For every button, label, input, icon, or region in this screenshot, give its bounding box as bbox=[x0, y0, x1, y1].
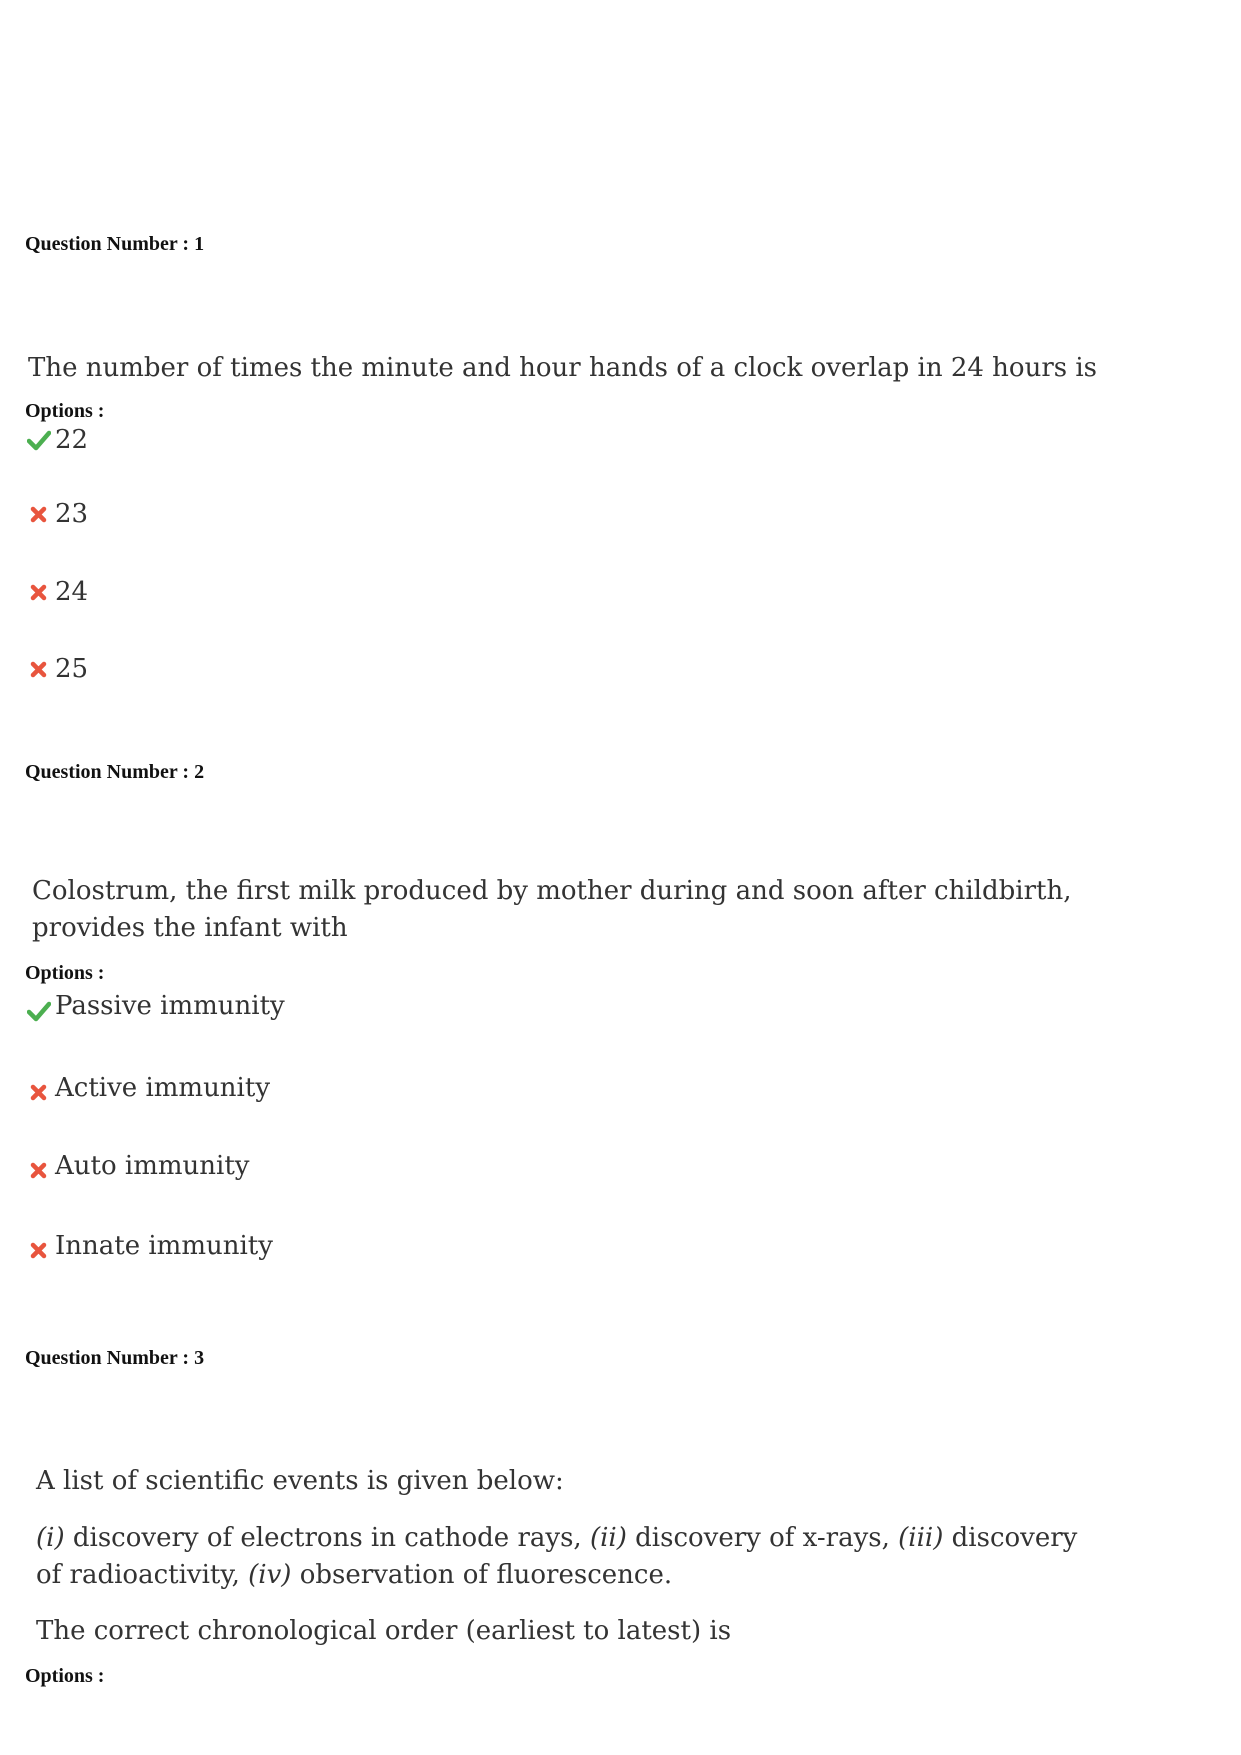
question-2-option-1 bbox=[27, 990, 285, 1022]
question-2-option-3 bbox=[27, 1151, 249, 1181]
question-2-option-2 bbox=[27, 1073, 270, 1103]
question-3-intro: A list of scientific events is given below: bbox=[36, 1466, 564, 1496]
option-text: Innate immunity bbox=[55, 1231, 273, 1261]
question-1-option-1 bbox=[27, 425, 88, 455]
roman-marker: (iv) bbox=[248, 1560, 292, 1590]
question-1-option-4 bbox=[27, 654, 88, 684]
question-1-option-2 bbox=[27, 499, 88, 529]
option-text: 25 bbox=[55, 654, 89, 684]
question-3-number: Question Number : 3 bbox=[25, 1347, 205, 1369]
cross-icon bbox=[27, 1239, 51, 1261]
option-text: Passive immunity bbox=[55, 991, 285, 1021]
question-3-prompt: The correct chronological order (earliest to latest) is bbox=[36, 1616, 732, 1646]
question-2-text-line-2: provides the infant with bbox=[32, 913, 348, 943]
question-1-text: The number of times the minute and hour hands of a clock overlap in 24 hours is bbox=[28, 353, 1098, 383]
question-1-option-3 bbox=[27, 577, 88, 607]
question-1-number: Question Number : 1 bbox=[25, 233, 205, 255]
question-3-options-label: Options : bbox=[25, 1665, 105, 1687]
roman-marker: (ii) bbox=[589, 1523, 627, 1553]
question-2-number: Question Number : 2 bbox=[25, 761, 205, 783]
question-3-events-line-2: of radioactivity, (iv) observation of fluorescence. bbox=[36, 1560, 673, 1590]
question-1-options-label: Options : bbox=[25, 400, 105, 422]
cross-icon bbox=[27, 1159, 51, 1181]
roman-marker: (iii) bbox=[898, 1523, 944, 1553]
question-2-text-line-1: Colostrum, the first milk produced by mother during and soon after childbirth, bbox=[32, 876, 1072, 906]
option-text: 23 bbox=[55, 499, 89, 529]
cross-icon bbox=[27, 581, 51, 603]
question-3-events-line-1: (i) discovery of electrons in cathode rays, (ii) discovery of x-rays, (iii) discovery bbox=[36, 1523, 1078, 1553]
check-icon bbox=[27, 429, 51, 451]
question-2-options-label: Options : bbox=[25, 962, 105, 984]
option-text: 24 bbox=[55, 577, 89, 607]
option-text: Active immunity bbox=[55, 1073, 271, 1103]
roman-marker: (i) bbox=[36, 1523, 65, 1553]
option-text: 22 bbox=[55, 425, 89, 455]
cross-icon bbox=[27, 503, 51, 525]
cross-icon bbox=[27, 1081, 51, 1103]
cross-icon bbox=[27, 658, 51, 680]
question-2-option-4 bbox=[27, 1231, 273, 1261]
option-text: Auto immunity bbox=[55, 1151, 250, 1181]
check-icon bbox=[27, 1000, 51, 1022]
